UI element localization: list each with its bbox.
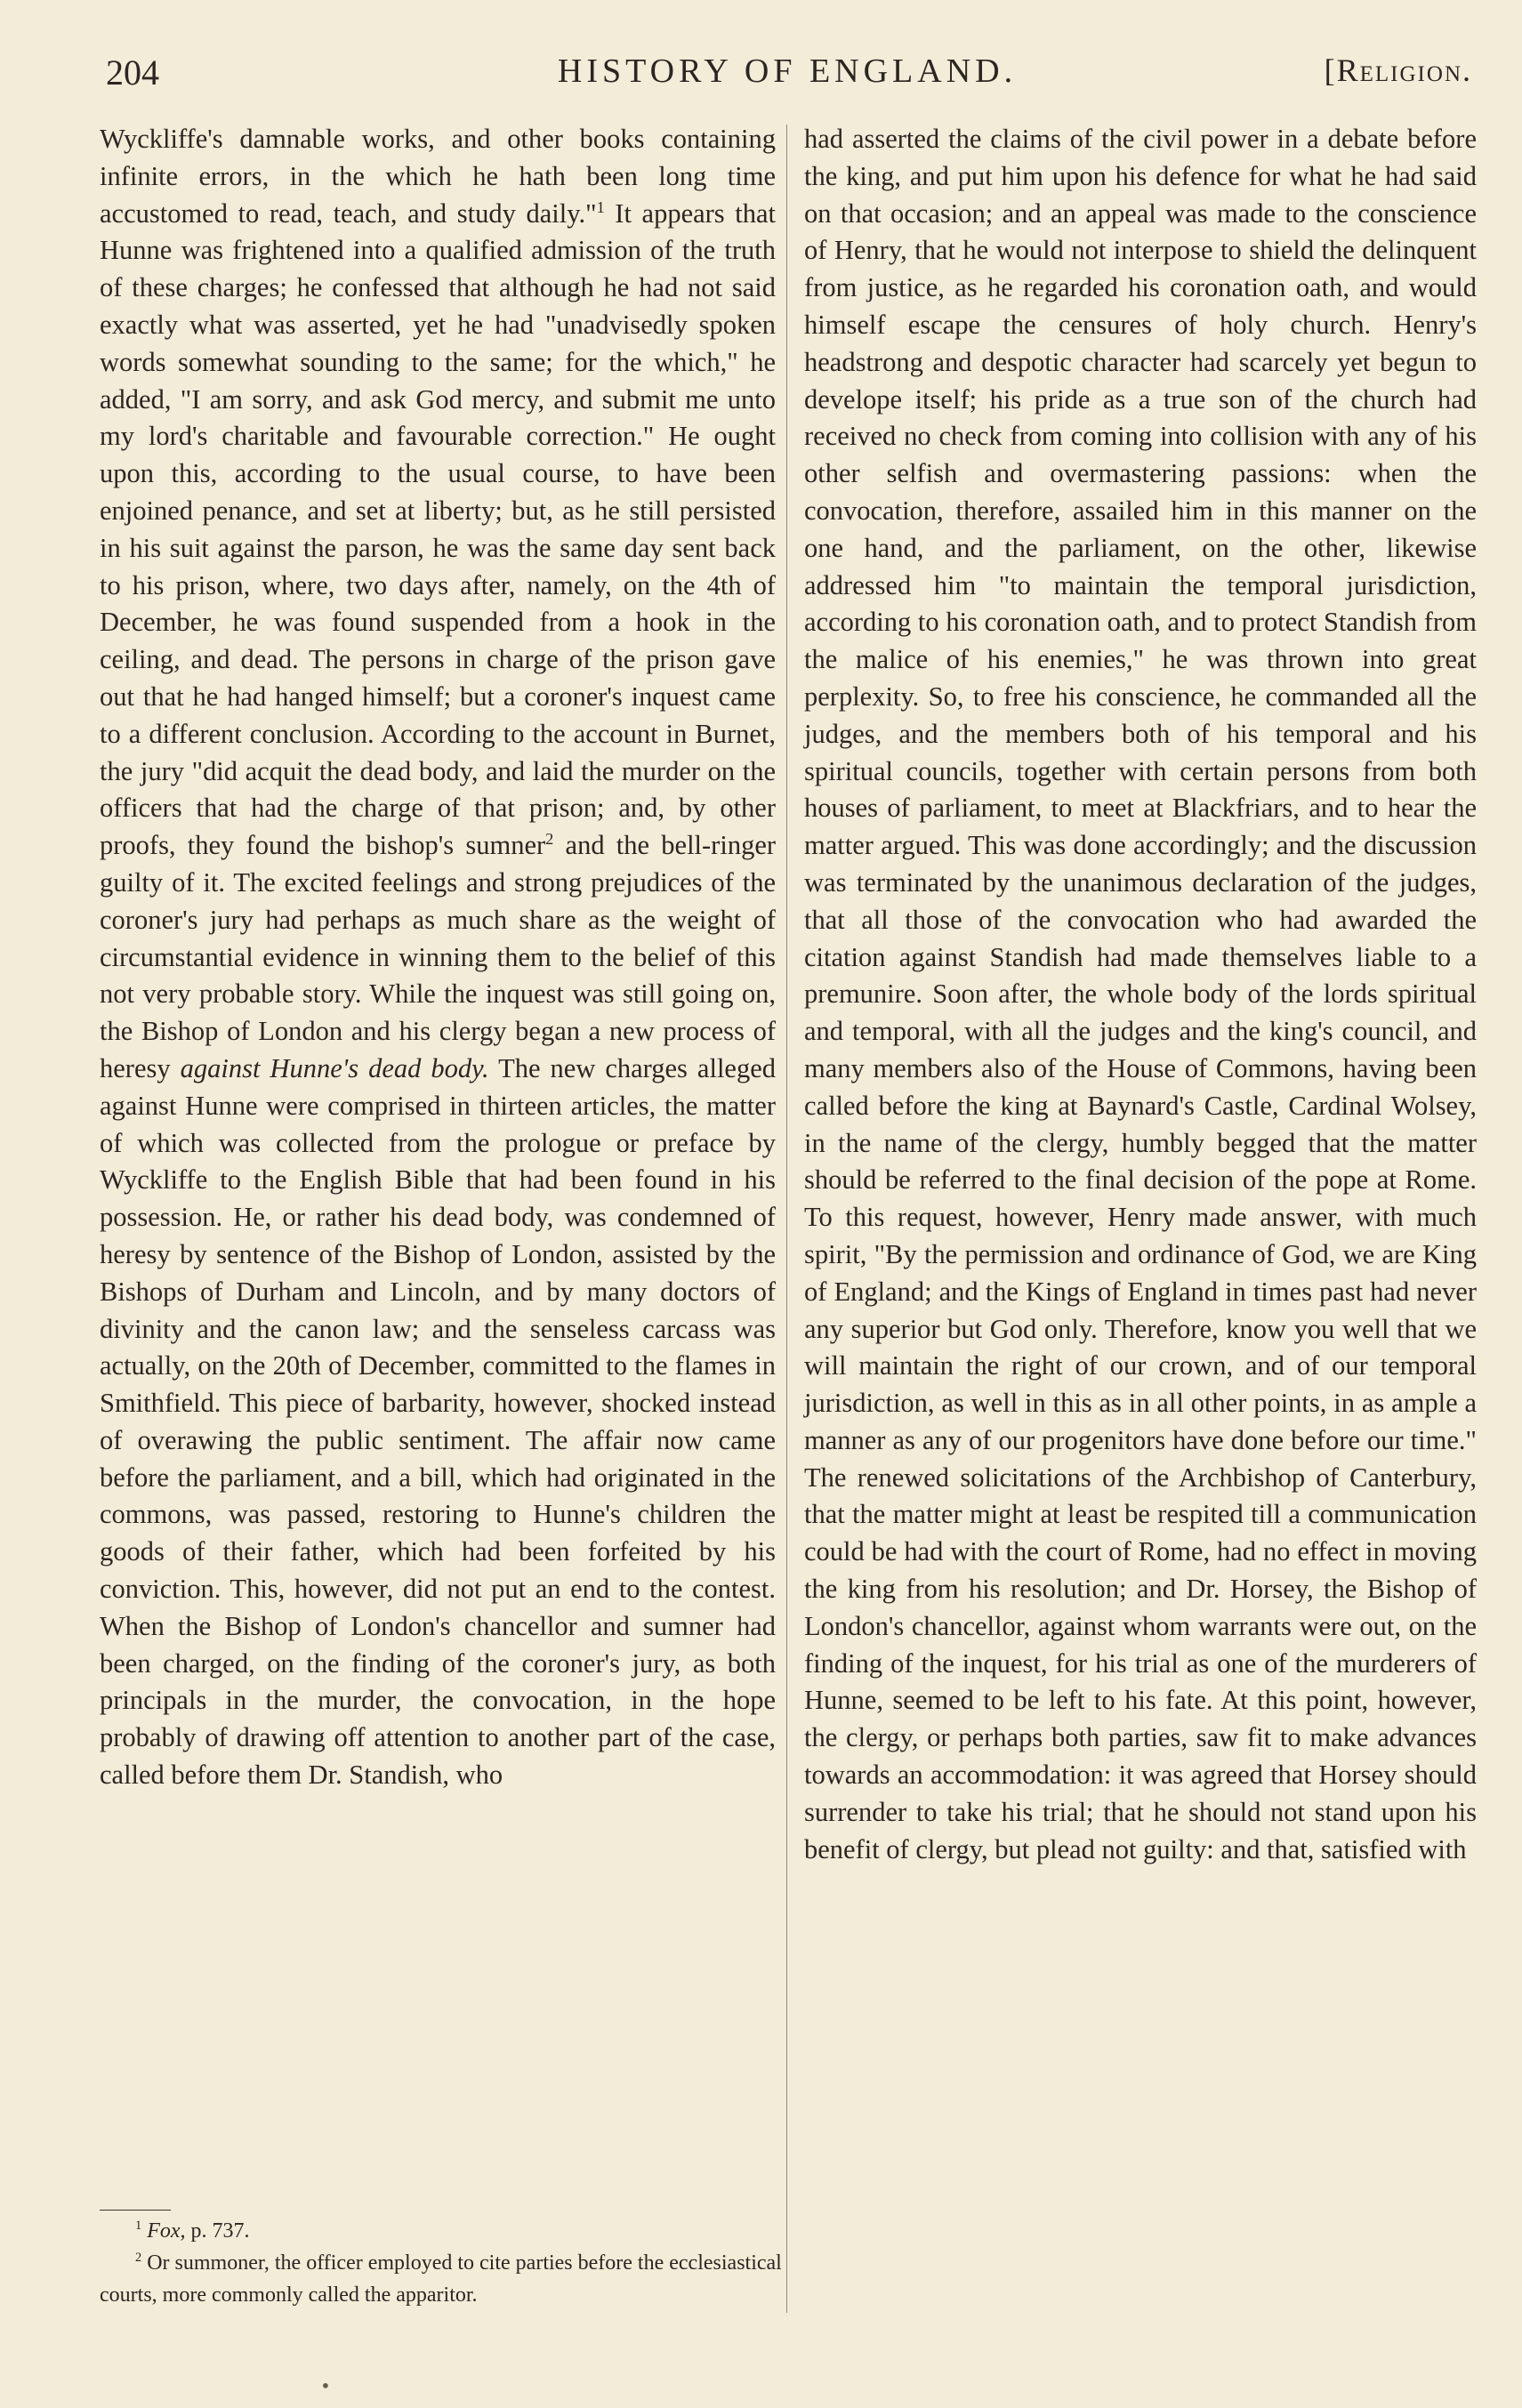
italic-phrase: against Hunne's dead body.	[180, 1052, 489, 1083]
page-number: 204	[106, 52, 159, 93]
page-header	[102, 46, 1472, 100]
footnote-2	[100, 2247, 785, 2311]
text-segment: It appears that Hunne was frightened into a qualified admission of the truth of these charges; he confessed that although he had not said exactly what was asserted, yet he had "unadvisedly spoken words somewhat sounding to the same; for the which," he added, "I am sorry, and ask God mercy, and submit me unto my lord's charitable and favourable correction." He ought upon this, according to the usual course, to have been enjoined penance, and set at liberty; but, as he still persisted in his suit against the parson, he was the same day sent back to his prison, where, two days after, namely, on the 4th of December, he was found suspended from a hook in the ceiling, and dead. The persons in charge of the prison gave out that he had hanged himself; but a coroner's inquest came to a different conclusion. According to the account in Burnet, the jury "did acquit the dead body, and laid the murder on the officers that had the charge of that prison; and, by other proofs, they found the bishop's sumner	[100, 197, 776, 861]
running-head: HISTORY OF ENGLAND.	[557, 52, 1018, 90]
column-divider	[786, 125, 787, 2313]
footnote-marker-2: 2	[545, 829, 554, 848]
left-column-paragraph	[100, 121, 776, 1794]
footnotes	[100, 2215, 785, 2311]
footnote-1-marker: 1	[135, 2219, 142, 2233]
text-segment: The new charges alleged against Hunne were comprised in thirteen articles, the matter of which was collected from the prologue or preface by Wyckliffe to the English Bible that had been found in his possession. He, or rather his dead body, was condemned of heresy by sentence of the Bishop of London, assisted by the Bishops of Durham and Lincoln, and by many doctors of divinity and the canon law; and the senseless carcass was actually, on the 20th of December, committed to the flames in Smithfield. This piece of barbarity, however, shocked instead of overawing the public sentiment. The affair now came before the parliament, and a bill, which had originated in the commons, was passed, restoring to Hunne's children the goods of their father, which had been forfeited by his conviction. This, however, did not put an end to the contest. When the Bishop of London's chancellor and sumner had been charged, on the finding of the coroner's jury, as both principals in the murder, the convocation, in the hope probably of drawing off attention to another part of the case, called before them Dr. Standish, who	[100, 1052, 776, 1791]
text-segment: and the bell-ringer guilty of it. The excited feelings and strong prejudices of the coroner's jury had perhaps as much share as the weight of circumstantial evidence in winning them to the belief of this not very probable story. While the inquest was still going on, the Bishop of London and his clergy began a new process of heresy	[100, 830, 777, 1083]
footnote-marker-1: 1	[596, 197, 605, 216]
footnote-rule	[100, 2210, 171, 2211]
footnote-2-marker: 2	[135, 2251, 142, 2265]
footnote-1-source: Fox,	[147, 2219, 186, 2243]
footnote-1	[100, 2215, 785, 2247]
section-label: [Religion.	[1324, 52, 1472, 88]
right-column-paragraph: had asserted the claims of the civil power in a debate before the king, and put him upon his defence for what he had said on that occasion; and an appeal was made to the conscience of Henry, that he would not interpose to shield the delinquent from justice, as he regarded his coronation oath, and would himself escape the censures of holy church. Henry's headstrong and despotic character had scarcely yet begun to develope itself; his pride as a true son of the church had received no check from coming into collision with any of his other selfish and overmastering passions: when the convocation, therefore, assailed him in this manner on the one hand, and the parliament, on the other, likewise addressed him "to maintain the temporal jurisdiction, according to his coronation oath, and to protect Standish from the malice of his enemies," he was thrown into great perplexity. So, to free his conscience, he commanded all the judges, and the members both of his temporal and his spiritual councils, together with certain persons from both houses of parliament, to meet at Blackfriars, and to hear the matter argued. This was done accordingly; and the discussion was terminated by the unanimous declaration of the judges, that all those of the convocation who had awarded the citation against Standish had made themselves liable to a premunire. Soon after, the whole body of the lords spiritual and temporal, with all the judges and the king's council, and many members also of the House of Commons, having been called before the king at Baynard's Castle, Cardinal Wolsey, in the name of the clergy, humbly begged that the matter should be referred to the final decision of the pope at Rome. To this request, however, Henry made answer, with much spirit, "By the permission and ordinance of God, we are King of England; and the Kings of England in times past had never any superior but God only. Therefore, know you well that we will maintain the right of our crown, and of our temporal jurisdiction, as well in this as in all other points, in as ample a manner as any of our progenitors have done before our time." The renewed solicitations of the Archbishop of Canterbury, that the matter might at least be respited till a communication could be had with the court of Rome, had no effect in moving the king from his resolution; and Dr. Horsey, the Bishop of London's chancellor, against whom warrants were out, on the finding of the inquest, for his trial as one of the murderers of Hunne, seemed to be left to his fate. At this point, however, the clergy, or perhaps both parties, saw fit to make advances towards an accommodation: it was agreed that Horsey should surrender to take his trial; that he should not stand upon his benefit of clergy, but plead not guilty: and that, satisfied with	[804, 124, 1477, 1864]
right-column	[804, 121, 1477, 1868]
left-column	[100, 121, 776, 1794]
footnote-1-text: p. 737.	[185, 2219, 250, 2243]
text-segment: Wyckliffe's damnable works, and other books containing infinite errors, in the which he hath been long time accustomed to read, teach, and study daily."	[100, 124, 776, 229]
footnote-2-text: Or summoner, the officer employed to cite parties before the ecclesiastical courts, more commonly called the apparitor.	[100, 2251, 782, 2307]
print-mark: •	[320, 2375, 331, 2396]
